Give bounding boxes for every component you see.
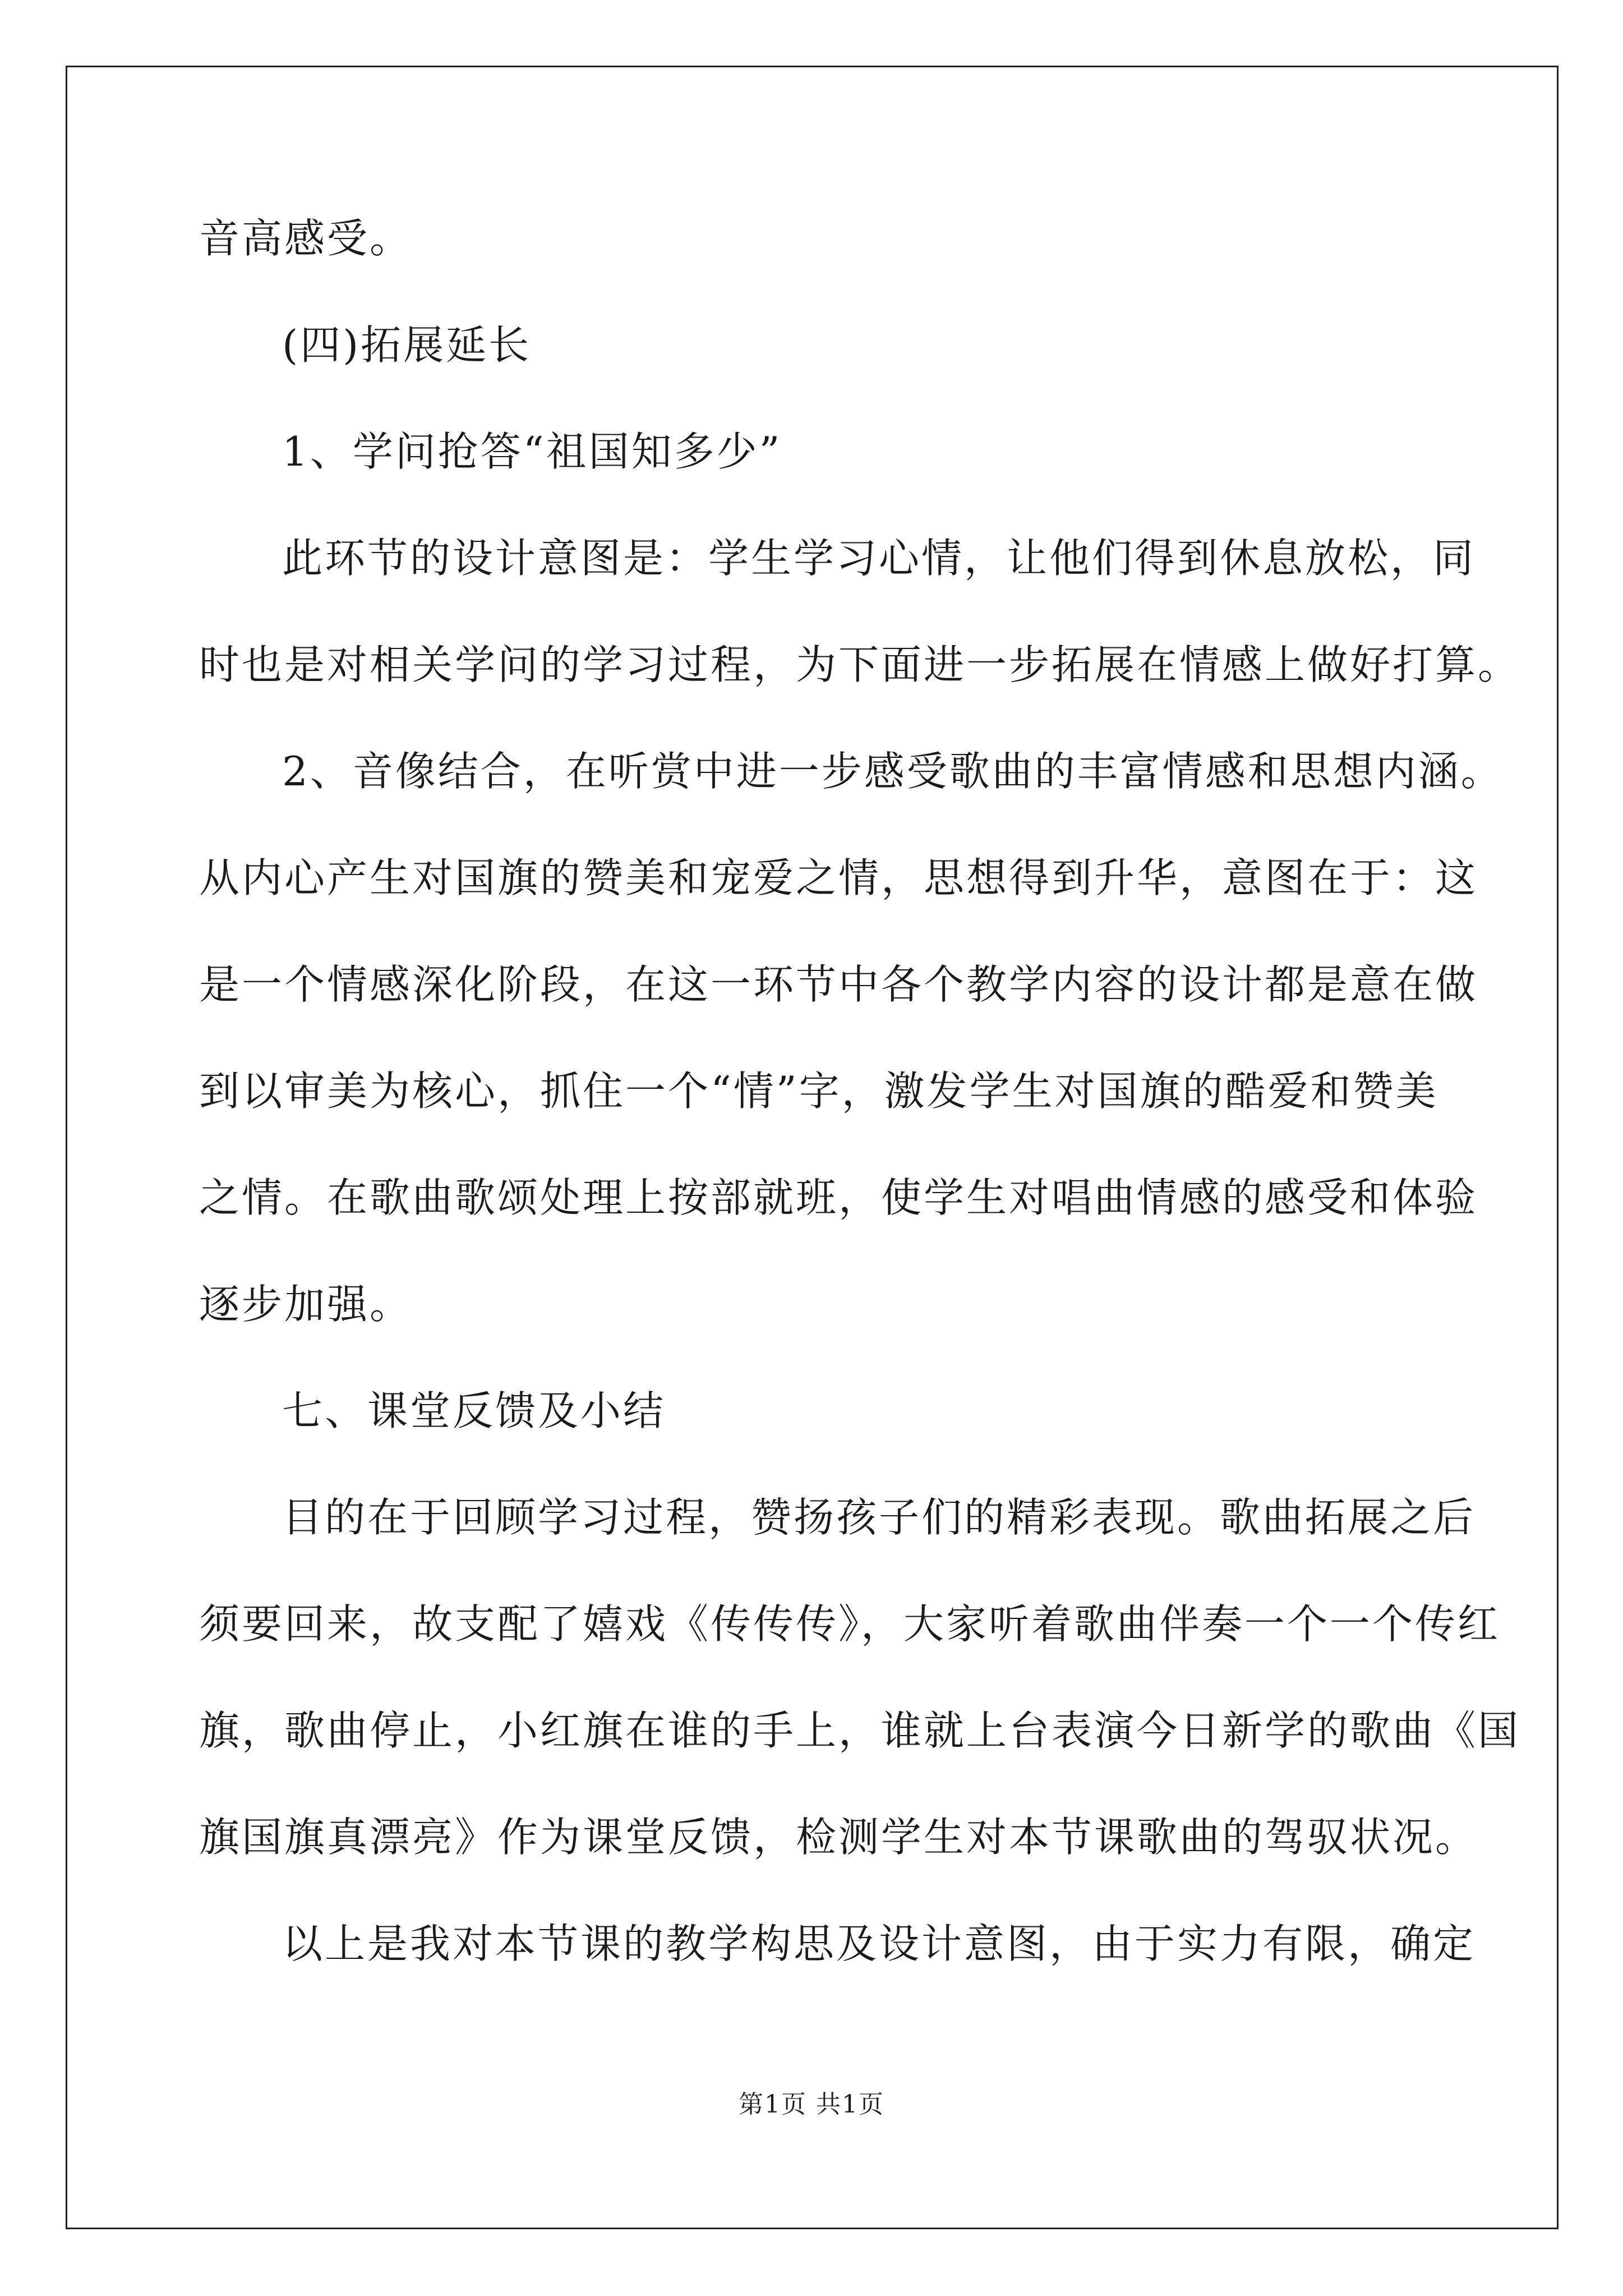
text-line: 旗，歌曲停止，小红旗在谁的手上，谁就上台表演今日新学的歌曲《国 [199, 1707, 1521, 1754]
page-footer: 第1页 共1页 [739, 2090, 884, 2119]
text-line: 此环节的设计意图是：学生学习心情，让他们得到休息放松，同 [282, 535, 1476, 582]
text-line: 目的在于回顾学习过程，赞扬孩子们的精彩表现。歌曲拓展之后 [282, 1494, 1476, 1541]
text-line: 到以审美为核心，抓住一个“情”字，激发学生对国旗的酷爱和赞美 [199, 1068, 1438, 1115]
section-heading: (四)拓展延长 [282, 321, 532, 369]
text-line: 时也是对相关学问的学习过程，为下面进一步拓展在情感上做好打算。 [199, 641, 1521, 688]
text-line: 须要回来，故支配了嬉戏《传传传》，大家听着歌曲伴奏一个一个传红 [199, 1600, 1501, 1648]
section-heading: 七、课堂反馈及小结 [282, 1387, 666, 1434]
subsection-heading: 1、学问抢答“祖国知多少” [282, 428, 782, 475]
text-line: 逐步加强。 [199, 1281, 413, 1328]
text-line: 是一个情感深化阶段，在这一环节中各个教学内容的设计都是意在做 [199, 961, 1478, 1008]
text-line: 2、音像结合，在听赏中进一步感受歌曲的丰富情感和思想内涵。 [282, 748, 1504, 795]
text-line: 之情。在歌曲歌颂处理上按部就班，使学生对唱曲情感的感受和体验 [199, 1174, 1478, 1221]
text-line: 旗国旗真漂亮》作为课堂反馈，检测学生对本节课歌曲的驾驭状况。 [199, 1814, 1478, 1861]
page-border [66, 66, 1559, 2229]
text-line: 以上是我对本节课的教学构思及设计意图，由于实力有限，确定 [282, 1920, 1476, 1967]
text-line: 音高感受。 [199, 215, 413, 262]
text-line: 从内心产生对国旗的赞美和宠爱之情，思想得到升华，意图在于：这 [199, 854, 1478, 901]
